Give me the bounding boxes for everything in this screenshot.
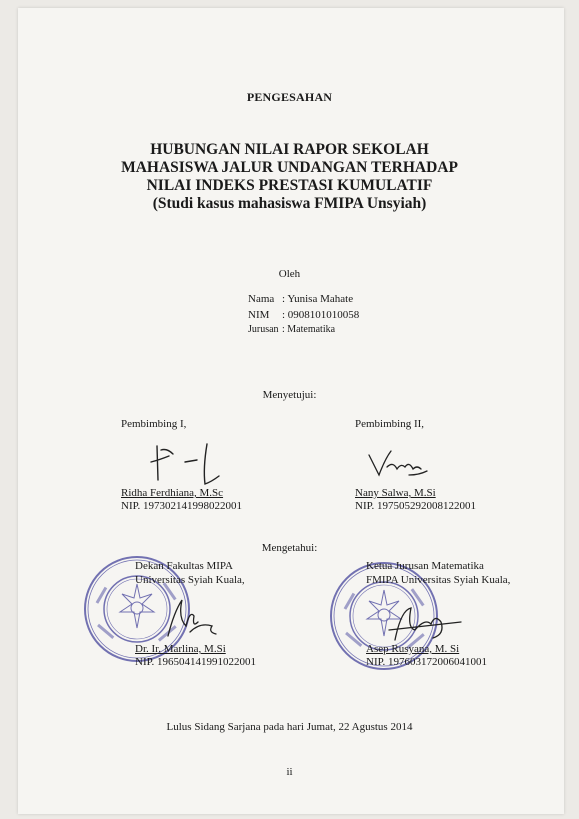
head-name: Asep Rusyana, M. Si (366, 643, 460, 655)
student-department-value: : Matematika (282, 324, 336, 335)
dean-role-line-1: Dekan Fakultas MIPA (135, 560, 233, 572)
student-nim-value: : 0908101010058 (282, 309, 360, 321)
head-nip: NIP. 197603172006041001 (366, 656, 488, 668)
by-label: Oleh (278, 268, 301, 280)
thesis-subtitle: (Studi kasus mahasiswa FMIPA Unsyiah) (152, 195, 427, 212)
acknowledged-label: Mengetahui: (261, 542, 318, 554)
supervisor1-nip: NIP. 197302141998022001 (121, 500, 243, 512)
approved-label: Menyetujui: (262, 389, 317, 401)
supervisor2-signature (365, 445, 435, 485)
supervisor2-name: Nany Salwa, M.Si (355, 487, 436, 499)
supervisor1-role: Pembimbing I, (121, 418, 187, 430)
student-nim-label: NIM (248, 309, 270, 321)
thesis-title-line-2: MAHASISWA JALUR UNDANGAN TERHADAP (121, 159, 458, 176)
page-heading: PENGESAHAN (246, 90, 333, 104)
page-number: ii (286, 766, 293, 778)
dean-name: Dr. Ir. Marlina, M.Si (135, 643, 226, 655)
thesis-title-line-1: HUBUNGAN NILAI RAPOR SEKOLAH (150, 141, 429, 158)
supervisor2-role: Pembimbing II, (355, 418, 425, 430)
dean-role-line-2: Universitas Syiah Kuala, (135, 574, 245, 586)
student-department-label: Jurusan (248, 324, 279, 335)
head-role-line-1: Ketua Jurusan Matematika (366, 560, 484, 572)
graduation-statement: Lulus Sidang Sarjana pada hari Jumat, 22 Agustus 2014 (166, 721, 413, 733)
supervisor1-name: Ridha Ferdhiana, M.Sc (121, 487, 224, 499)
dean-nip: NIP. 196504141991022001 (135, 656, 257, 668)
head-role-line-2: FMIPA Universitas Syiah Kuala, (366, 574, 511, 586)
thesis-title-line-3: NILAI INDEKS PRESTASI KUMULATIF (146, 177, 433, 194)
supervisor2-nip: NIP. 197505292008122001 (355, 500, 477, 512)
supervisor1-signature (145, 440, 225, 490)
student-name-label: Nama (248, 293, 275, 305)
document-page (18, 8, 564, 814)
dean-signature (160, 592, 220, 644)
student-name-value: : Yunisa Mahate (282, 293, 354, 305)
